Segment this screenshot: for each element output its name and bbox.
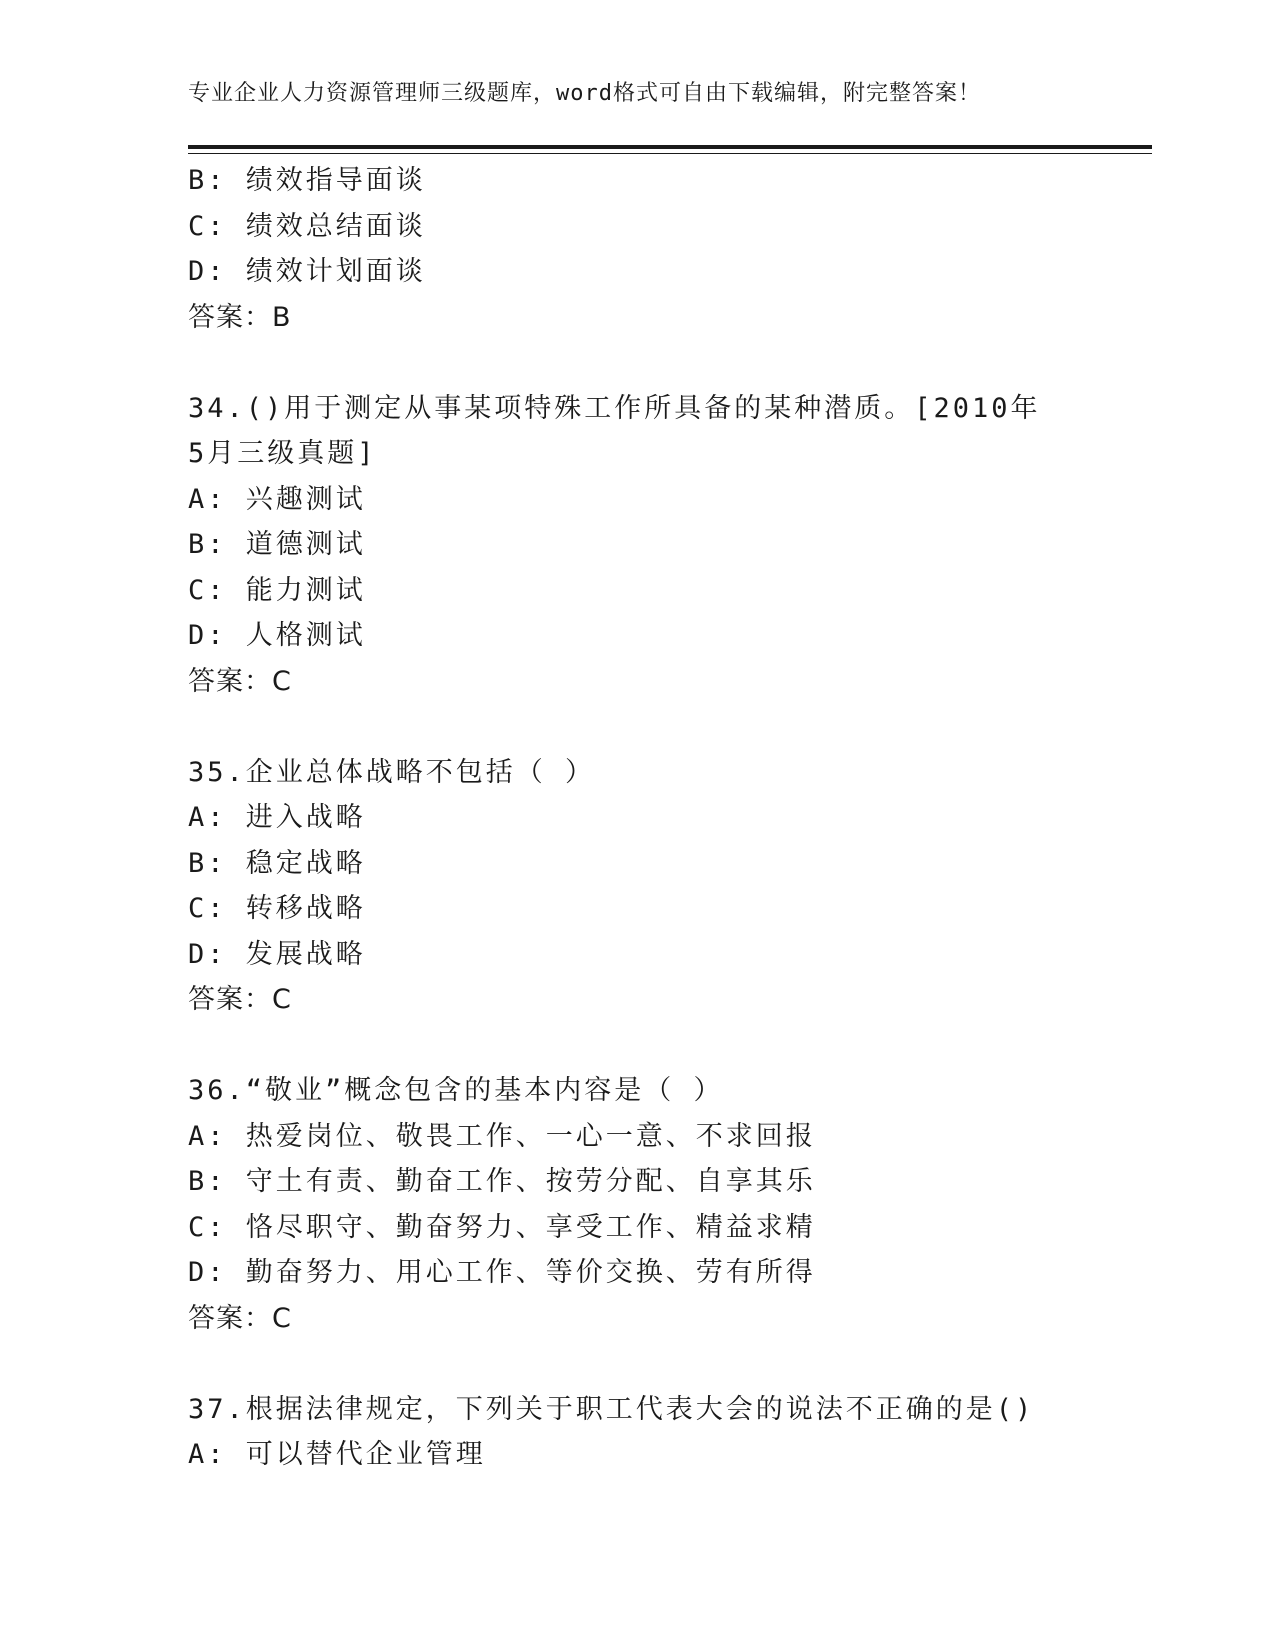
option-d: D: 发展战略	[188, 938, 366, 970]
option-c: C: 能力测试	[188, 574, 366, 606]
question-stem: 34.()用于测定从事某项特殊工作所具备的某种潜质。[2010年5月三级真题]	[188, 392, 1041, 469]
answer-line: 答案：C	[188, 1302, 292, 1334]
option-c: C: 转移战略	[188, 893, 366, 924]
answer-line: 答案：C	[188, 984, 292, 1015]
option-b: B: 绩效指导面谈	[188, 165, 426, 196]
option-a: A: 进入战略	[188, 802, 366, 833]
option-a: A: 热爱岗位、敬畏工作、一心一意、不求回报	[188, 1120, 816, 1152]
option-c: C: 绩效总结面谈	[188, 210, 426, 242]
option-a: A: 兴趣测试	[188, 483, 366, 515]
question-35	[188, 750, 1088, 1023]
question-34	[188, 386, 1088, 705]
header-rule-thick	[188, 145, 1152, 149]
option-d: D: 绩效计划面谈	[188, 256, 426, 287]
question-36	[188, 1068, 1088, 1341]
answer-line: 答案：B	[188, 301, 292, 333]
option-b: B: 道德测试	[188, 529, 366, 560]
question-stem: 36.“敬业”概念包含的基本内容是（ ）	[188, 1075, 724, 1106]
answer-line: 答案：C	[188, 665, 292, 697]
question-list	[188, 158, 1088, 1478]
question-37	[188, 1387, 1088, 1478]
header-rule-thin	[188, 153, 1152, 154]
option-d: D: 勤奋努力、用心工作、等价交换、劳有所得	[188, 1257, 816, 1288]
question-stem: 37.根据法律规定，下列关于职工代表大会的说法不正确的是()	[188, 1393, 1035, 1425]
page-header: 专业企业人力资源管理师三级题库，word格式可自由下载编辑，附完整答案！	[188, 81, 981, 106]
option-a: A: 可以替代企业管理	[188, 1439, 486, 1470]
option-b: B: 守土有责、勤奋工作、按劳分配、自享其乐	[188, 1166, 816, 1197]
question-stem: 35.企业总体战略不包括（ ）	[188, 756, 596, 788]
question-33-continued	[188, 158, 1088, 340]
option-b: B: 稳定战略	[188, 847, 366, 879]
option-d: D: 人格测试	[188, 620, 366, 651]
option-c: C: 恪尽职守、勤奋努力、享受工作、精益求精	[188, 1211, 816, 1243]
